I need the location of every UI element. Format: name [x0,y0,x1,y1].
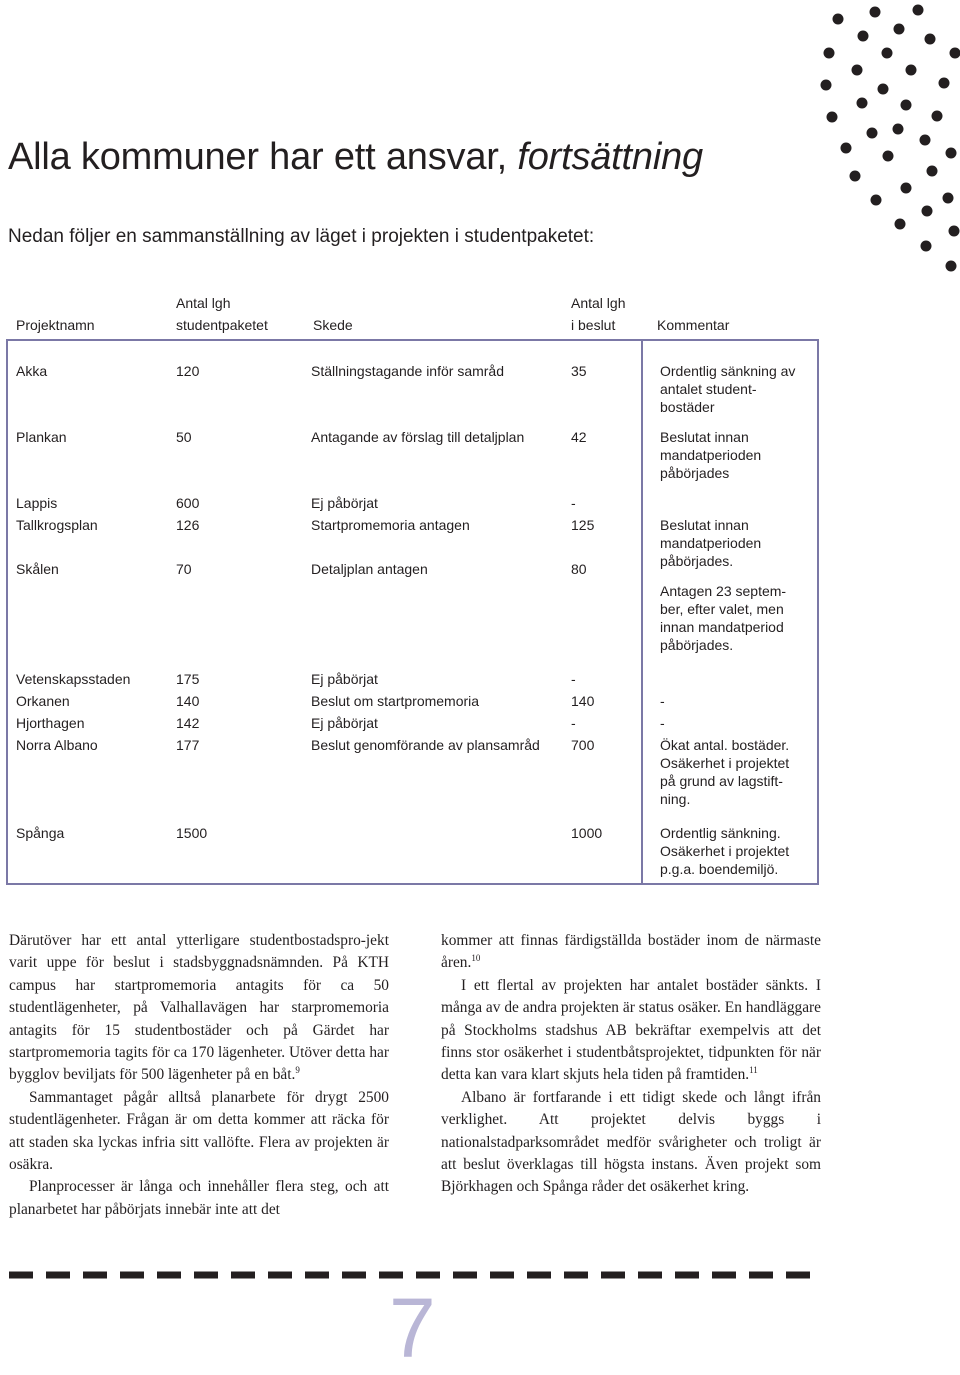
row-norra-albano-beslut: 700 [571,736,594,754]
row-spanga-kommentar: Ordentlig sänkning. Osäkerhet i projektet p.g.a. boendemiljö. [660,824,805,878]
row-plankan-beslut: 42 [571,428,587,446]
page-subtitle: Nedan följer en sammanställning av läget i projekten i studentpaketet: [8,226,594,248]
row-spanga-beslut: 1000 [571,824,602,842]
footnote-ref-11: 11 [749,1065,758,1075]
body-left-p1-text: Därutöver har ett antal ytterligare studentbostadspro-jekt varit uppe för beslut i stadsbyggnadsnämnden. På KTH campus har startpromemoria antagits för ca 50 studentlägenheter, på Valhallavägen har starpromemoria antagits för 15 studentbostäder och på Gärdet har startpromemoria tagits för ca 170 lägenheter. Utöver detta har bygglov beviljats för 500 lägenheter på en båt. [9,932,389,1083]
row-orkanen-kommentar: - [660,692,665,710]
row-spanga-antal: 1500 [176,824,207,842]
row-orkanen-beslut: 140 [571,692,594,710]
row-skalen-name: Skålen [16,560,59,578]
row-norra-albano-antal: 177 [176,736,199,754]
row-lappis-beslut: - [571,494,576,512]
row-tallkrogsplan-name: Tallkrogsplan [16,516,98,534]
row-tallkrogsplan-antal: 126 [176,516,199,534]
body-right-paragraph-2 [441,975,821,1087]
body-left-paragraph-2: Sammantaget pågår alltså planarbete för drygt 2500 studentlägenheter. Frågan är om detta kommer att räcka för att staden ska lyckas infria sitt vallöfte. Flera av projekten är osäkra. [9,1087,389,1177]
header-antal-lgh-line1: Antal lgh [176,292,230,314]
row-norra-albano-skede: Beslut genomförande av plansamråd [311,736,540,754]
row-orkanen-name: Orkanen [16,692,70,710]
header-kommentar: Kommentar [657,314,729,336]
row-tallkrogsplan-skede: Startpromemoria antagen [311,516,470,534]
page-title-italic: fortsättning [517,136,703,178]
row-vetenskapsstaden-name: Vetenskapsstaden [16,670,130,688]
row-akka-skede: Ställningstagande inför samråd [311,362,504,380]
row-hjorthagen-antal: 142 [176,714,199,732]
body-column-right [441,930,821,1199]
row-hjorthagen-kommentar: - [660,714,665,732]
row-skalen-antal: 70 [176,560,192,578]
row-orkanen-skede: Beslut om startpromemoria [311,692,479,710]
row-norra-albano-name: Norra Albano [16,736,98,754]
body-right-p2-text: I ett flertal av projekten har antalet bostäder sänkts. I många av de andra projekten är status osäker. En handläggare på Stockholms stadshus AB bekräftar exempelvis att det finns stor osäkerhet i studentbåtsprojektet, tidpunkten för när detta kan vara klart skjuts hela tiden på framtiden. [441,977,821,1084]
row-tallkrogsplan-kommentar: Beslutat innan mandatperioden påbörjades. [660,516,790,570]
header-beslut-line1: Antal lgh [571,292,625,314]
page-title [8,136,703,179]
row-skalen-kommentar: Antagen 23 septem-ber, efter valet, men innan mandatperiod påbörjades. [660,582,800,654]
table-header [0,292,820,338]
row-skalen-beslut: 80 [571,560,587,578]
row-plankan-antal: 50 [176,428,192,446]
dashed-divider [9,1270,819,1280]
body-left-paragraph-3: Planprocesser är långa och innehåller flera steg, och att planarbetet har påbörjats innebär inte att det [9,1176,389,1221]
row-plankan-name: Plankan [16,428,67,446]
row-skalen-skede: Detaljplan antagen [311,560,428,578]
footnote-ref-9: 9 [295,1065,300,1075]
footnote-ref-10: 10 [471,953,480,963]
body-column-left [9,930,389,1221]
row-vetenskapsstaden-antal: 175 [176,670,199,688]
row-akka-beslut: 35 [571,362,587,380]
row-hjorthagen-beslut: - [571,714,576,732]
row-hjorthagen-skede: Ej påbörjat [311,714,378,732]
row-plankan-skede: Antagande av förslag till detaljplan [311,428,524,446]
row-hjorthagen-name: Hjorthagen [16,714,85,732]
row-lappis-antal: 600 [176,494,199,512]
row-orkanen-antal: 140 [176,692,199,710]
row-norra-albano-kommentar: Ökat antal. bostäder. Osäkerhet i projektet på grund av lagstift-ning. [660,736,805,808]
row-akka-antal: 120 [176,362,199,380]
row-vetenskapsstaden-skede: Ej påbörjat [311,670,378,688]
row-akka-kommentar: Ordentlig sänkning av antalet student-bostäder [660,362,800,416]
header-antal-lgh-line2: studentpaketet [176,314,268,336]
row-lappis-name: Lappis [16,494,57,512]
body-right-paragraph-3: Albano är fortfarande i ett tidigt skede och långt ifrån verklighet. Att projektet delvis byggs i nationalstadparksområdet medför svårigheter och troligt är att beslut överklagas till högsta instans. Även projekt som Björkhagen och Spånga råder det osäkerhet kring. [441,1087,821,1199]
table-column-divider [641,341,643,883]
row-vetenskapsstaden-beslut: - [571,670,576,688]
projects-table [6,339,819,885]
row-plankan-kommentar: Beslutat innan mandatperioden påbörjades [660,428,790,482]
header-skede: Skede [313,314,353,336]
header-projektnamn: Projektnamn [16,314,95,336]
page-title-main: Alla kommuner har ett ansvar, [8,136,517,178]
body-right-p1-text: kommer att finnas färdigställda bostäder inom de närmaste åren. [441,932,821,971]
row-spanga-name: Spånga [16,824,64,842]
body-right-paragraph-1 [441,930,821,975]
row-tallkrogsplan-beslut: 125 [571,516,594,534]
body-left-paragraph-1 [9,930,389,1087]
row-akka-name: Akka [16,362,47,380]
row-lappis-skede: Ej påbörjat [311,494,378,512]
page-number: 7 [389,1286,436,1370]
header-beslut-line2: i beslut [571,314,615,336]
